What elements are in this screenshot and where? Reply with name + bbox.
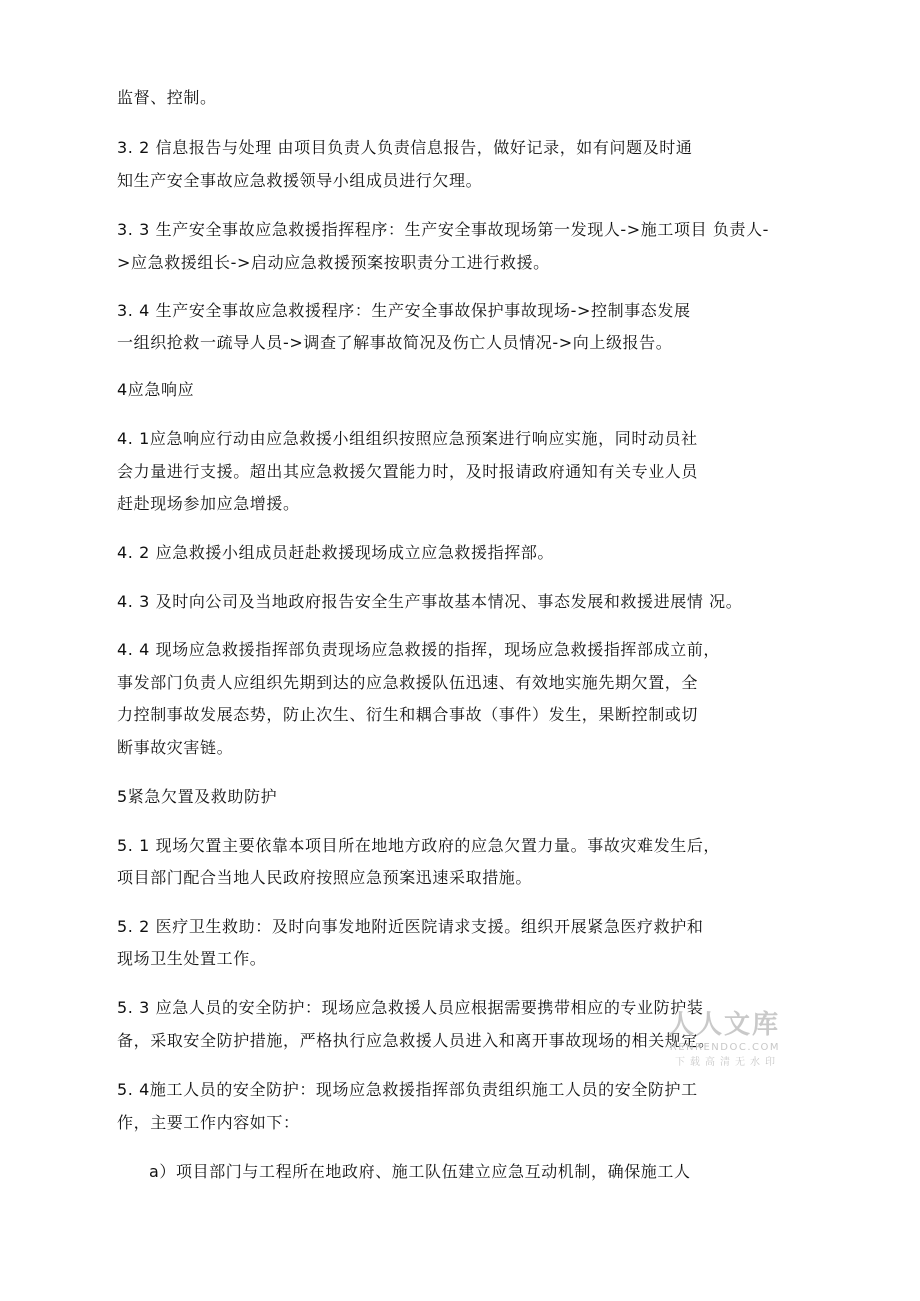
text-line: 4. 4 现场应急救援指挥部负责现场应急救援的指挥，现场应急救援指挥部成立前， — [117, 640, 721, 659]
text-line: 5. 4施工人员的安全防护：现场应急救援指挥部负责组织施工人员的安全防护工 — [117, 1080, 698, 1099]
watermark-note: 下载高清无水印 — [675, 1057, 780, 1068]
text-line: 事发部门负责人应组织先期到达的应急救援队伍迅速、有效地实施先期欠置，全 — [117, 673, 699, 692]
text-line: 4. 1应急响应行动由应急救援小组组织按照应急预案进行响应实施，同时动员社 — [117, 429, 698, 448]
section-heading: 5紧急欠置及救助防护 — [117, 787, 278, 806]
section-heading: 4应急响应 — [117, 380, 195, 399]
watermark-logo: 人人文库 — [667, 1010, 780, 1040]
text-line: 项目部门配合当地人民政府按照应急预案迅速采取措施。 — [117, 868, 533, 887]
text-line: 知生产安全事故应急救援领导小组成员进行欠理。 — [117, 171, 483, 190]
text-line: 监督、控制。 — [117, 88, 217, 107]
text-line: 3. 3 生产安全事故应急救援指挥程序：生产安全事故现场第一发现人->施工项目 负责人- — [117, 220, 770, 239]
text-line: 4. 3 及时向公司及当地政府报告安全生产事故基本情况、事态发展和救援进展情 况。 — [117, 592, 743, 611]
text-line: 赶赴现场参加应急增援。 — [117, 494, 300, 513]
text-line: 3. 4 生产安全事故应急救援程序：生产安全事故保护事故现场->控制事态发展 — [117, 301, 691, 320]
text-line: 5. 1 现场欠置主要依靠本项目所在地地方政府的应急欠置力量。事故灾难发生后， — [117, 836, 721, 855]
text-line: 4. 2 应急救援小组成员赶赴救援现场成立应急救援指挥部。 — [117, 543, 555, 562]
text-line: 会力量进行支援。超出其应急救援欠置能力时，及时报请政府通知有关专业人员 — [117, 462, 699, 481]
text-line: 力控制事故发展态势，防止次生、衍生和耦合事故（事件）发生，果断控制或切 — [117, 705, 699, 724]
text-line: 5. 2 医疗卫生救助：及时向事发地附近医院请求支援。组织开展紧急医疗救护和 — [117, 917, 704, 936]
text-line: >应急救援组长->启动应急救援预案按职责分工进行救援。 — [117, 253, 550, 272]
text-line: 备，采取安全防护措施，严格执行应急救援人员进入和离开事故现场的相关规定。 — [117, 1031, 715, 1050]
text-line: 现场卫生处置工作。 — [117, 949, 267, 968]
text-line: 5. 3 应急人员的安全防护：现场应急救援人员应根据需要携带相应的专业防护装 — [117, 998, 704, 1017]
watermark-domain: RENRENDOC.COM — [669, 1042, 780, 1053]
text-line: 3. 2 信息报告与处理 由项目负责人负责信息报告，做好记录，如有问题及时通 — [117, 138, 693, 157]
list-item: a）项目部门与工程所在地政府、施工队伍建立应急互动机制，确保施工人 — [149, 1162, 691, 1181]
text-line: 作，主要工作内容如下： — [117, 1113, 300, 1132]
text-line: 断事故灾害链。 — [117, 738, 234, 757]
text-line: 一组织抢救一疏导人员->调查了解事故简况及伤亡人员情况->向上级报告。 — [117, 333, 673, 352]
